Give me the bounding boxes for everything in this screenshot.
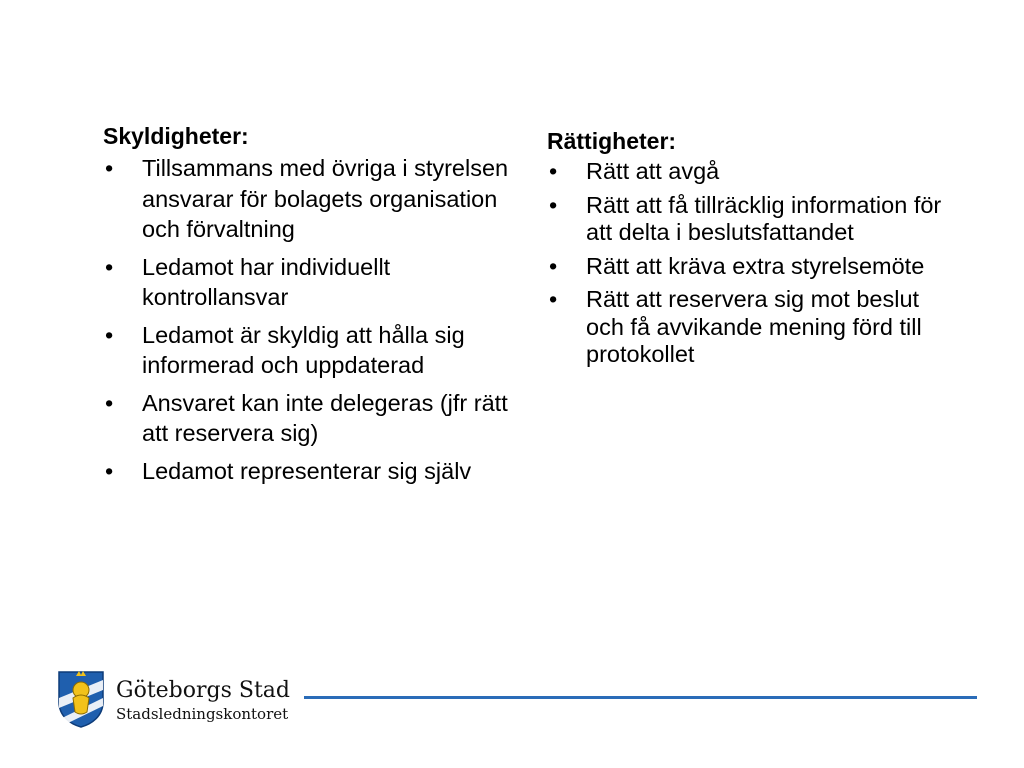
list-item: • Tillsammans med övriga i styrelsen ansvarar för bolagets organisation och förvaltning bbox=[105, 155, 509, 242]
bullet: • bbox=[105, 155, 114, 181]
bullet: • bbox=[105, 253, 114, 280]
list-item: • Rätt att reservera sig mot beslut och få avvikande mening förd till protokollet bbox=[549, 286, 922, 367]
list-item: • Ansvaret kan inte delegeras (jfr rätt att reservera sig) bbox=[105, 389, 508, 446]
bullet: • bbox=[549, 191, 558, 218]
bullet: • bbox=[105, 321, 114, 348]
bullet: • bbox=[549, 286, 558, 312]
coat-of-arms-icon bbox=[56, 668, 106, 728]
brand-subtitle: Stadsledningskontoret bbox=[116, 705, 289, 723]
duties-column bbox=[103, 122, 513, 493]
bullet: • bbox=[549, 158, 558, 184]
bullet: • bbox=[105, 457, 114, 484]
list-item: • Ledamot är skyldig att hålla sig informerad och uppdaterad bbox=[105, 321, 465, 378]
list-item: • Ledamot har individuellt kontrollansvar bbox=[105, 253, 391, 310]
rights-heading: Rättigheter: bbox=[547, 128, 677, 154]
list-item: • Rätt att kräva extra styrelsemöte bbox=[549, 252, 925, 279]
list-item: • Ledamot representerar sig själv bbox=[103, 456, 513, 487]
footer-divider bbox=[304, 696, 977, 699]
list-item: • Rätt att få tillräcklig information för att delta i beslutsfattandet bbox=[549, 191, 942, 245]
rights-list bbox=[547, 158, 947, 369]
bullet: • bbox=[549, 252, 558, 279]
rights-column bbox=[547, 127, 947, 375]
brand-name: Göteborgs Stad bbox=[116, 678, 291, 703]
brand bbox=[116, 678, 290, 724]
duties-heading: Skyldigheter: bbox=[103, 123, 249, 149]
duties-list bbox=[103, 153, 513, 486]
list-item: • Rätt att avgå bbox=[549, 158, 720, 184]
bullet: • bbox=[105, 389, 114, 416]
